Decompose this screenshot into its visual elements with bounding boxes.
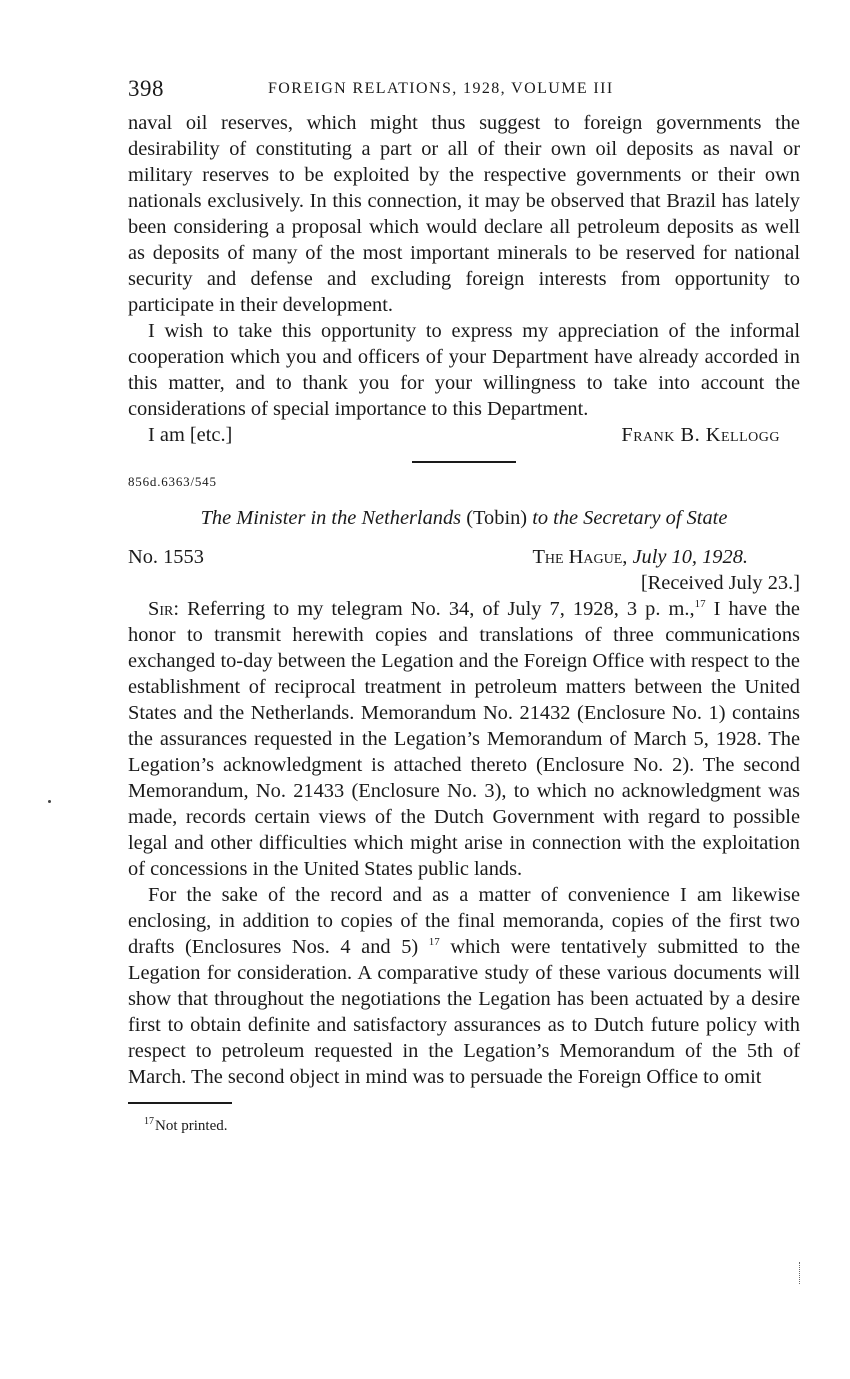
page-number: 398 [128,76,164,101]
appreciation-paragraph: I wish to take this opportunity to express my appreciation of the informal cooperation which you and officers of your Department have already accorded in this matter, and to thank you for your willingness to take into account the considerations of special importance to this Department. [128,320,800,420]
salutation: Sir: [148,598,180,620]
footnote-ref: 17 [428,936,440,949]
place-date [532,544,748,570]
complimentary-close: I am [etc.] [148,424,233,446]
dateline [128,544,800,570]
footnote-text: Not printed. [155,1118,228,1134]
running-title: FOREIGN RELATIONS, 1928, VOLUME III [268,80,614,97]
place: The Hague, [532,546,628,568]
footnote-ref: 17 [694,598,706,611]
running-head [128,70,800,110]
document-heading [128,505,800,533]
letter-paragraph-1 [128,596,800,882]
document-page [128,70,800,1135]
margin-tick [799,1262,801,1284]
heading-part2: to the Secretary of State [532,507,728,529]
signature: Frank B. Kellogg [621,424,780,446]
footnote [128,1116,800,1135]
footnote-divider [128,1102,232,1104]
letter-paragraph-2 [128,882,800,1090]
heading-name: (Tobin) [466,507,528,529]
heading-part1: The Minister in the Netherlands [200,507,462,529]
file-number: 856d.6363/545 [128,474,217,489]
continuation-paragraph: naval oil reserves, which might thus suggest to foreign governments the desirability of constituting a part or all of their own oil deposits as naval or military reserves to be exploited by the respective governments or their own nationals exclusively. In this connection, it may be observed that Brazil has lately been considering a proposal which would declare all petroleum deposits as well as deposits of many of the most important minerals to be reserved for national security and defense and excluding foreign interests from opportunity to participate in their development. [128,112,800,316]
letter-para1-a: Referring to my telegram No. 34, of July 7, 1928, 3 p. m., [187,598,695,620]
letter-para2-a: For the sake of the record and as a matter of convenience I am likewise enclosing, in addition to copies of the final memoranda, copies of the first two drafts (Enclosures Nos. 4 and 5) [128,884,800,958]
closing-block [128,422,800,448]
letter-para2-b: which were tentatively submitted to the Legation for consideration. A comparative study of these various documents will show that throughout the negotiations the Legation has been actuated by a desire first to obtain definite and satisfactory assurances as to Dutch future policy with respect to petroleum requested in the Legation’s Memorandum of the 5th of March. The second object in mind was to persuade the Foreign Office to omit [128,936,800,1088]
date: July 10, 1928. [632,546,748,568]
dispatch-number: No. 1553 [128,546,204,568]
received-note: [Received July 23.] [640,572,800,594]
section-divider [412,461,516,463]
footnote-marker: 17 [144,1116,154,1127]
letter-para1-b: I have the honor to transmit herewith copies and translations of three communications exchanged to-day between the Legation and the Foreign Office with respect to the establishment of reciprocal treatment in petroleum matters between the United States and the Netherlands. Memorandum No. 21432 (Enclosure No. 1) contains the assurances requested in the Legation’s Memorandum of March 5, 1928. The Legation’s acknowledgment is attached thereto (Enclosure No. 2). The second Memorandum, No. 21433 (Enclosure No. 3), to which no acknowledgment was made, records certain views of the Dutch Government with regard to possible legal and other difficulties which might arise in connection with the exploitation of concessions in the United States public lands. [128,598,800,880]
margin-mark [48,800,51,803]
